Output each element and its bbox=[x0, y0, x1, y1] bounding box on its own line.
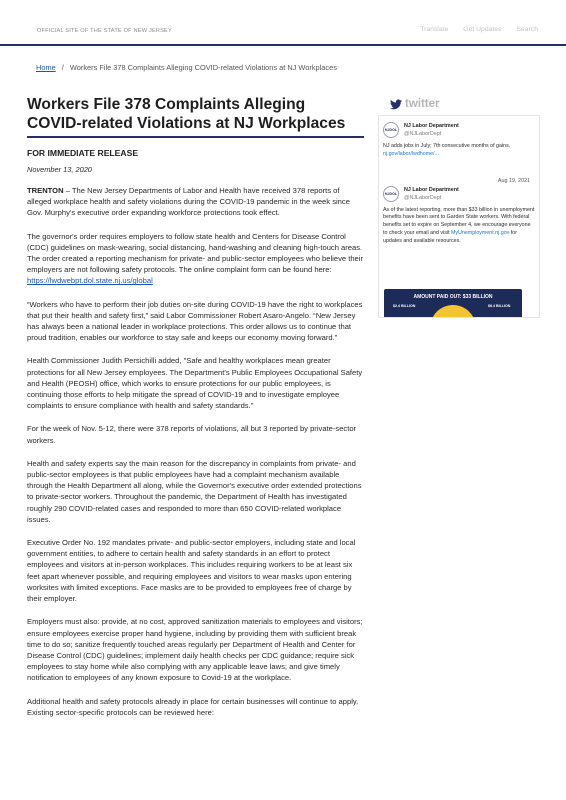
twitter-label: twitter bbox=[405, 98, 440, 110]
tweet-image-right-label: $8.4 BILLION bbox=[488, 304, 511, 308]
paragraph-1 bbox=[27, 185, 364, 219]
tweet-link[interactable]: nj.gov/labor/lwdhome/... bbox=[383, 150, 439, 157]
breadcrumb-current: Workers File 378 Complaints Alleging COVID-related Violations at NJ Workplaces bbox=[69, 63, 337, 72]
tweet-author-handle[interactable]: @NJLaborDept bbox=[404, 194, 442, 201]
tweet-link[interactable]: MyUnemployment.nj.gov bbox=[451, 229, 510, 236]
tweet-image-pie bbox=[430, 305, 476, 318]
paragraph-7: Executive Order No. 192 mandates private- and public-sector employers, including state and local government entities, to adhere to certain health and safety standards in an effort to protect employees and visitors at in-person workplaces. This includes requiring workers to be at least six feet apart whenever possible, and requiring employees and visitors to wear masks upon entering worksites with limited exceptions. Face masks are to be provided to employees free of charge by their employer. bbox=[27, 538, 356, 604]
article bbox=[27, 95, 364, 718]
paragraph-2 bbox=[27, 231, 364, 287]
release-label: FOR IMMEDIATE RELEASE bbox=[27, 148, 139, 158]
avatar[interactable]: NJDOL bbox=[383, 186, 399, 202]
tweet-image-title: AMOUNT PAID OUT: $33 BILLION bbox=[413, 294, 493, 300]
paragraph-3: “Workers who have to perform their job duties on-site during COVID-19 have the right to workplaces that put their health and safety first,” said Labor Commissioner Robert Asaro-Angelo. “New Jersey has always been a national leader in workplace protections. This order allows us to continue that proud tradition, enables our workforce to stay safe and keeps our economy moving forward.” bbox=[27, 299, 363, 343]
tweet-1[interactable] bbox=[379, 116, 539, 184]
top-bar bbox=[0, 0, 566, 46]
paragraph-8: Employers must also: provide, at no cost, approved sanitization materials to employees and visitors; ensure employees exercise proper hand hygiene, including by providing them with sufficient break time to do so; sanitize frequently touched areas regularly per Department of Health and Center for Disease Control (CDC) guidelines; implement daily health checks per CDC guidance; require sick employees to stay home while also complying with any applicable leave laws; and give timely notification to employees of any known exposure to Covid-19 at the workplace. bbox=[27, 617, 363, 683]
paragraph-9: Additional health and safety protocols already in place for certain businesses will continue to apply. Existing sector-specific protocols can be reviewed here: bbox=[27, 696, 359, 717]
avatar[interactable]: NJDOL bbox=[383, 122, 399, 138]
paragraph-4: Health Commissioner Judith Persichilli added, "Safe and healthy workplaces mean greater protections for all New Jersey employees. The Department's Public Employees Occupational Safety and Health (PEOSH) office, which works to ensure protections for our public employees, is continuing those efforts to help mitigate the spread of COVID-19 and to investigate employee complaints to ensure compliance with health and safety standards." bbox=[27, 356, 363, 411]
tweet-image-left-label: $2.4 BILLION bbox=[393, 304, 416, 308]
official-site-label: OFFICIAL SITE OF THE STATE OF NEW JERSEY bbox=[37, 28, 172, 34]
dateline: TRENTON bbox=[27, 186, 64, 195]
tweet-author-name[interactable]: NJ Labor Department bbox=[404, 123, 459, 129]
tweet-image[interactable] bbox=[384, 289, 522, 318]
paragraph-5: For the week of Nov. 5-12, there were 378 reports of violations, all but 3 reported by private-sector workers. bbox=[27, 424, 357, 445]
tweet-text: NJ adds jobs in July; 7th consecutive months of gains. nj.gov/labor/lwdhome/... bbox=[383, 143, 511, 157]
article-body bbox=[27, 185, 364, 718]
twitter-feed[interactable] bbox=[378, 115, 540, 318]
paragraph-2-text: The governor's order requires employers to follow state health and Centers for Disease Control (CDC) guidelines on mask-wearing, social distancing, hand-washing and cleaning high-touch areas. The order created a reporting mechanism for private- and public-sector employees who believe their employers are not following safety protocols. The online complaint form can be found here: bbox=[27, 231, 363, 275]
twitter-sidebar bbox=[378, 96, 540, 318]
article-title: Workers File 378 Complaints Alleging COVID-related Violations at NJ Workplaces bbox=[27, 95, 364, 138]
translate-link[interactable]: Translate bbox=[420, 26, 449, 33]
article-date: November 13, 2020 bbox=[27, 165, 92, 174]
twitter-bird-icon bbox=[390, 99, 402, 110]
breadcrumb bbox=[36, 63, 337, 72]
twitter-header bbox=[378, 96, 540, 112]
tweet-author-handle[interactable]: @NJLaborDept bbox=[404, 131, 442, 137]
paragraph-6: Health and safety experts say the main reason for the discrepancy in complaints from private- and public-sector employees is that public employees have had a complaint mechanism available through the Health Department all along, while the Governor's executive order extended protections to private-sector workers. Throughout the pandemic, the Department of Health has investigated roughly 290 COVID-related cases and responded to more than 650 COVID-related workplace issues. bbox=[27, 458, 362, 524]
complaint-form-link[interactable]: https://lwdwebpt.dol.state.nj.us/global bbox=[27, 276, 153, 286]
get-updates-link[interactable]: Get Updates bbox=[463, 26, 502, 33]
search-link[interactable]: Search bbox=[516, 26, 538, 33]
tweet-author-name[interactable]: NJ Labor Department bbox=[404, 186, 459, 193]
tweet-2[interactable] bbox=[379, 184, 539, 246]
paragraph-1-text: – The New Jersey Departments of Labor and Health have received 378 reports of alleged workplace health and safety violations during the COVID-19 pandemic in the week since Gov. Murphy's executive order expanding workforce protections took effect. bbox=[27, 186, 350, 218]
breadcrumb-separator: / bbox=[61, 63, 64, 72]
top-nav bbox=[420, 26, 538, 33]
breadcrumb-home-link[interactable]: Home bbox=[36, 63, 56, 72]
tweet-text: As of the latest reporting, more than $33 billion in unemployment benefits have been sent to Garden State workers. With federal benefits set to expire on September 4, we encourage everyone to check your email and visit MyUnemployment.nj.gov for updates and available resources. bbox=[383, 206, 535, 244]
tweet-date[interactable]: Aug 19, 2021 bbox=[497, 177, 530, 184]
